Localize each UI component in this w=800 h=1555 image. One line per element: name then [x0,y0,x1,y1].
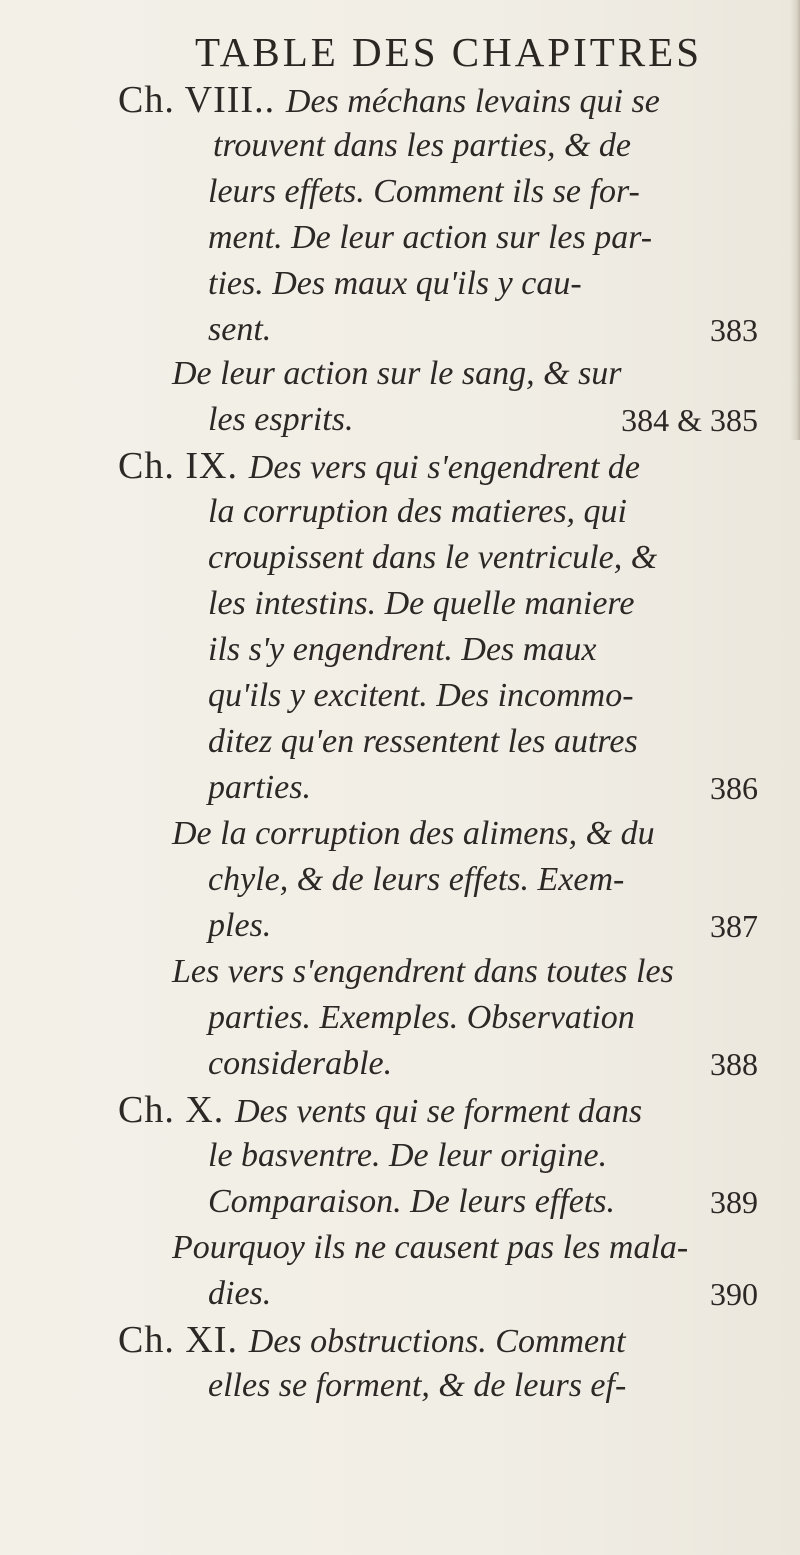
chapter-10-label: Ch. X. [118,1089,225,1131]
chapter-11-line-1: Des obstructions. Comment [248,1323,626,1360]
chapter-9-line-7: ditez qu'en ressentent les autres [208,723,638,760]
chapter-9-third-3: considerable. [208,1045,393,1082]
chapter-9-third-1: Les vers s'engendrent dans toutes les [172,953,674,990]
chapter-10-sub-1: Pourquoy ils ne causent pas les mala- [172,1229,689,1266]
chapter-8-line-2: trouvent dans les parties, & de [213,127,632,164]
page-header: TABLE DES CHAPITRES [195,29,703,75]
chapter-9-label: Ch. IX. [118,445,238,487]
chapter-8-label: Ch. VIII.. [118,79,276,121]
chapter-9-page-3: 388 [710,1046,758,1082]
chapter-9-page-2: 387 [710,908,758,944]
chapter-9-line-5: ils s'y engendrent. Des maux [208,631,597,668]
chapter-11-line-2: elles se forment, & de leurs ef- [208,1367,627,1404]
chapter-10-page-2: 390 [710,1276,758,1312]
chapter-8-sub-1: De leur action sur le sang, & sur [172,355,622,392]
chapter-8-line-6: sent. [208,311,272,348]
chapter-11-entry [118,1318,626,1364]
chapter-9-line-4: les intestins. De quelle maniere [208,585,635,622]
chapter-8-entry [118,78,660,124]
chapter-10-entry [118,1088,642,1134]
chapter-11-label: Ch. XI. [118,1319,238,1361]
chapter-8-line-5: ties. Des maux qu'ils y cau- [208,265,582,302]
chapter-9-sub-1: De la corruption des alimens, & du [172,815,655,852]
chapter-10-line-1: Des vents qui se forment dans [235,1093,643,1130]
chapter-9-line-1: Des vers qui s'engendrent de [248,449,641,486]
chapter-8-line-1: Des méchans levains qui se [285,83,660,120]
chapter-10-page-1: 389 [710,1184,758,1220]
chapter-9-line-2: la corruption des matieres, qui [208,493,627,530]
chapter-10-line-3: Comparaison. De leurs effets. [208,1183,616,1220]
page-edge-shadow [790,0,800,440]
chapter-8-page-2: 384 & 385 [621,402,758,438]
chapter-10-line-2: le basventre. De leur origine. [208,1137,608,1174]
chapter-8-line-4: ment. De leur action sur les par- [208,219,653,256]
chapter-9-page-1: 386 [710,770,758,806]
chapter-8-page-1: 383 [710,312,758,348]
chapter-9-line-6: qu'ils y excitent. Des incommo- [208,677,634,714]
chapter-9-line-8: parties. [208,769,311,806]
chapter-9-line-3: croupissent dans le ventricule, & [208,539,658,576]
chapter-8-sub-2: les esprits. [208,401,354,438]
chapter-9-third-2: parties. Exemples. Observation [208,999,635,1036]
chapter-9-sub-2: chyle, & de leurs effets. Exem- [208,861,625,898]
chapter-9-sub-3: ples. [208,907,272,944]
chapter-9-entry [118,444,640,490]
chapter-10-sub-2: dies. [208,1275,272,1312]
chapter-8-line-3: leurs effets. Comment ils se for- [208,173,640,210]
